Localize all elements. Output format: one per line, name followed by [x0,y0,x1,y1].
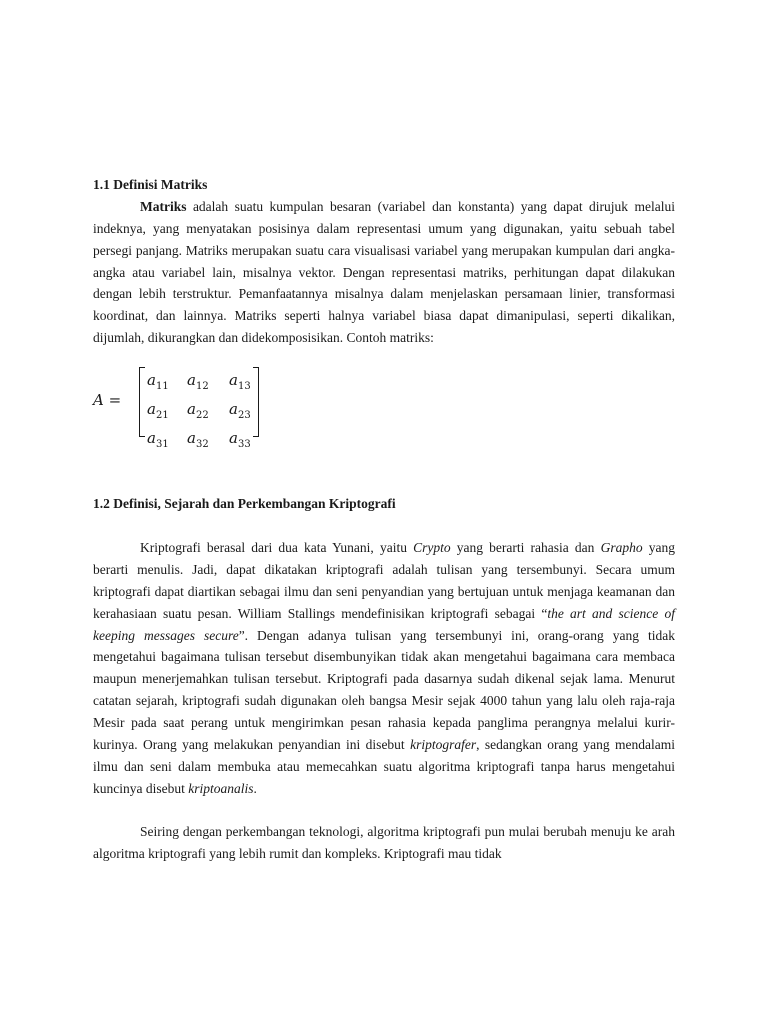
matrix-example [93,367,675,451]
term-kriptografer: kriptografer [410,737,477,753]
matrix-cell: $a_{21}$ [147,400,169,422]
matrix-cell: $a_{13}$ [229,371,251,393]
matrix-cell: $a_{23}$ [229,400,251,422]
document-body [93,174,675,865]
section-heading-cryptography: 1.2 Definisi, Sejarah dan Perkembangan Kriptografi [93,496,396,512]
matrix-cell: $a_{31}$ [147,429,169,451]
matrix-label: A = [93,391,122,410]
paragraph-cryptography-development: Seiring dengan perkembangan teknologi, algoritma kriptografi pun mulai berubah menuju ke arah algoritma kriptografi yang lebih rumit dan kompleks. Kriptografi mau tidak [93,823,675,861]
paragraph-text: adalah suatu kumpulan besaran (variabel dan konstanta) yang dapat dirujuk melalui indeknya, yang menyatakan posisinya dalam representasi umum yang digunakan, yaitu sebuah tabel persegi panjang. Matriks merupakan suatu cara visualisasi variabel yang merupakan kumpulan dari angka-angka atau variabel lain, misalnya vektor. Dengan representasi matriks, perhitungan dapat dilakukan dengan lebih terstruktur. Pemanfaatannya misalnya dalam menjelaskan persamaan linier, transformasi koordinat, dan lainnya. Matriks seperti halnya variabel biasa dapat dimanipulasi, seperti dikalikan, dijumlah, dikurangkan dan didekomposisikan. Contoh matriks: [93,198,675,346]
matrix-cells [147,369,255,456]
quote-stallings: the art and science of keeping messages secure [93,605,675,643]
term-grapho: Grapho [600,539,643,555]
paragraph-cryptography-history: Kriptografi berasal dari dua kata Yunani, yaitu Crypto yang berarti rahasia dan Grapho yang berarti menulis. Jadi, dapat dikatakan kriptografi adalah tulisan yang tersembunyi. Secara umum kriptografi dapat diartikan sebagai ilmu dan seni penyandian yang bertujuan untuk menjaga keamanan dan kerahasiaan suatu pesan. William Stallings mendefinisikan kriptografi sebagai “the art and science of keeping messages secure”. Dengan adanya tulisan yang tersembunyi ini, orang-orang yang tidak mengetahui bagaimana tulisan tersebut disembunyikan tidak akan mengetahui bagaimana cara membaca maupun menerjemahkan tulisan tersebut. Kriptografi pada dasarnya sudah dikenal sejak lama. Menurut catatan sejarah, kriptografi sudah digunakan oleh bangsa Mesir sejak 4000 tahun yang lalu oleh raja-raja Mesir pada saat perang untuk mengirimkan pesan rahasia kepada panglima perangnya melalui kurir-kurinya. Orang yang melakukan penyandian ini disebut kriptografer, sedangkan orang yang mendalami ilmu dan seni dalam membuka atau memecahkan suatu algoritma kriptografi tanpa harus mengetahui kuncinya disebut kriptoanalis. [93,539,675,796]
left-bracket [139,367,145,437]
term-matriks: Matriks [140,198,187,214]
matrix-cell: $a_{12}$ [187,371,209,393]
paragraph-matrix-definition [93,196,675,349]
matrix-A [139,367,259,451]
matrix-cell: $a_{33}$ [229,429,251,451]
matrix-cell: $a_{22}$ [187,400,209,422]
right-bracket [253,367,259,437]
section-heading-matrix-definition: 1.1 Definisi Matriks [93,177,208,192]
term-crypto: Crypto [413,539,451,555]
term-kriptoanalis: kriptoanalis [188,780,254,796]
matrix-cell: $a_{32}$ [187,429,209,451]
matrix-cell: $a_{11}$ [147,371,169,393]
